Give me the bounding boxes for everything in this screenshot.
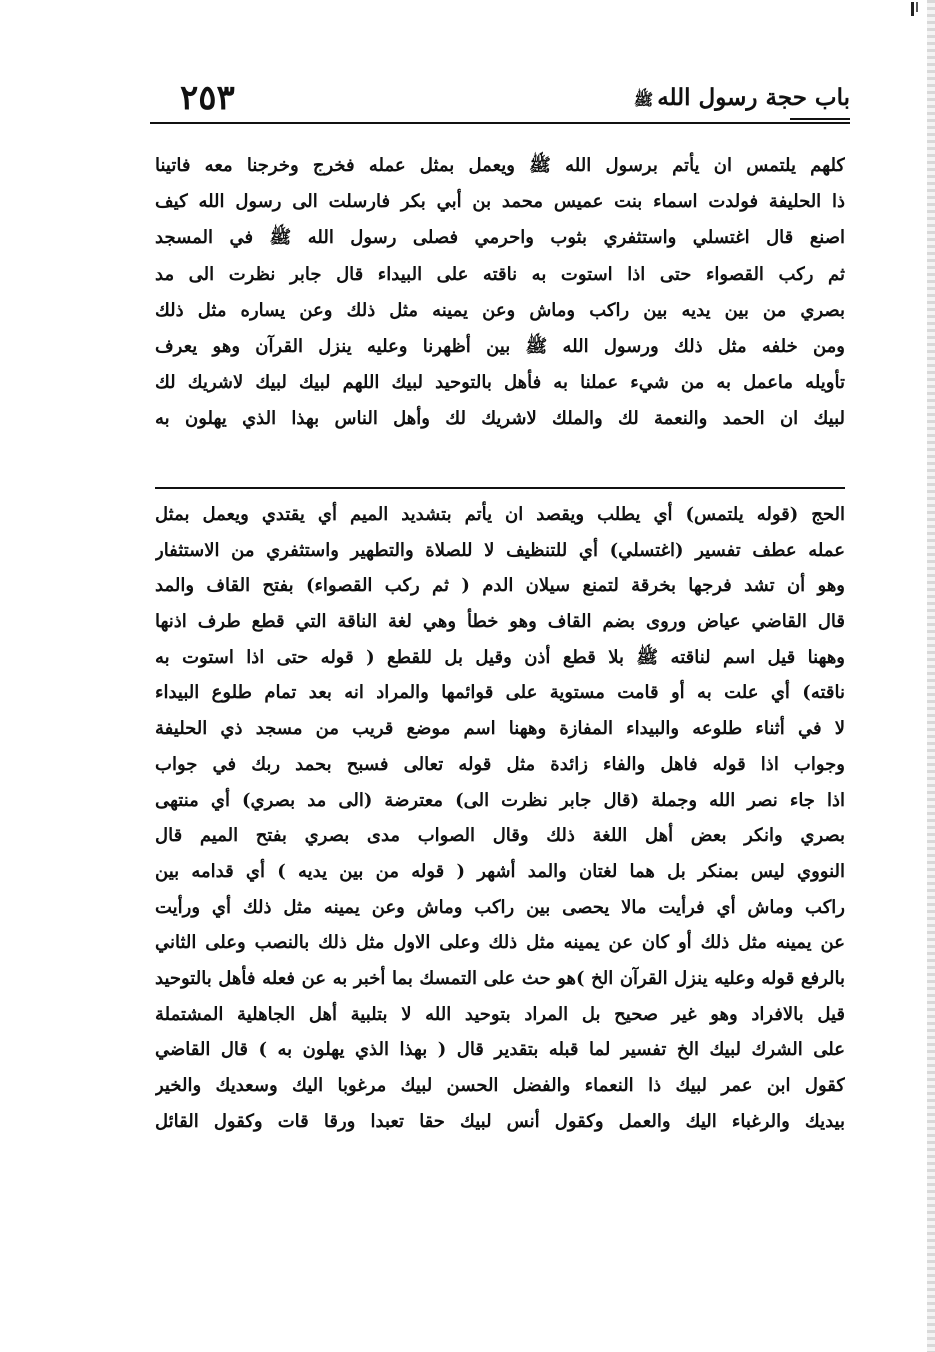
hadith-line: كلهم يلتمس ان يأتم برسول الله ﷺ ويعمل بمثل عمله فخرج وخرجنا معه فاتينا bbox=[155, 155, 845, 176]
commentary-line: عمله عطف تفسير (اغتسلي) أي للتنظيف لا للصلاة والتطهير واستثفري من الاستثفار bbox=[155, 539, 845, 561]
commentary-line: وههنا قيل اسم لناقته ﷺ بلا قطع أذن وقيل بل للقطع ( قوله حتى اذا استوت به bbox=[155, 646, 845, 668]
hadith-line: تأويله ماعمل به من شيء عملنا به فأهل بالتوحيد لبيك اللهم لبيك لبيك لاشريك لك bbox=[155, 372, 845, 394]
commentary-line: اذا جاء نصر الله وجملة (قال جابر نظرت الى) معترضة (الى مد بصري) أي منتهى bbox=[155, 789, 845, 811]
commentary-line: قال القاضي عياض وروى بضم القاف وهو خطأ وهي لغة الناقة التي قطع طرف اذنها bbox=[155, 611, 845, 633]
commentary-line: وهو أن تشد فرجها بخرقة لتمنع سيلان الدم ( ثم ركب القصواء) بفتح القاف والمد bbox=[155, 575, 845, 597]
commentary-line: وجواب اذا قوله فاهل والفاء زائدة مثل قوله تعالى فسبح بحمد ربك في جواب bbox=[155, 753, 845, 775]
commentary-line: ناقته) أي علت به أو قامت مستوية على قوائمها والمراد انه بعد تمام طلوع البيداء bbox=[155, 682, 845, 704]
hadith-line: بصري من بين يديه بين راكب وماش وعن يمينه مثل ذلك وعن يساره مثل ذلك bbox=[155, 299, 845, 321]
hadith-line: اصنع قال اغتسلي واستثفري بثوب واحرمي فصلى رسول الله ﷺ في المسجد bbox=[155, 227, 845, 249]
chapter-title-text: باب حجة رسول الله bbox=[657, 84, 850, 111]
header-rule-accent bbox=[790, 118, 850, 120]
commentary-line: قيل بالافراد وهو غير صحيح بل المراد بتوحيد الله لا بتلبية أهل الجاهلية المشتملة bbox=[155, 1003, 845, 1025]
salawat-glyph: ﷺ bbox=[633, 90, 654, 109]
commentary-line: كقول ابن عمر لبيك ذا النعماء والفضل الحسن لبيك مرغوبا اليك وسعديك والخير bbox=[155, 1075, 845, 1096]
hadith-line: ثم ركب القصواء حتى اذا استوت به ناقته على البيداء قال جابر نظرت الى مد bbox=[155, 263, 845, 285]
commentary-line: بصري وانكر بعض أهل اللغة ذلك وقال الصواب مدى بصري بفتح الميم قال bbox=[155, 825, 845, 847]
commentary-line: النووي ليس بمنكر بل هما لغتان والمد أشهر ( قوله من بين يديه ) أي قدامه بين bbox=[155, 860, 845, 882]
hadith-line: لبيك ان الحمد والنعمة لك والملك لاشريك لك وأهل الناس بهذا الذي يهلون به bbox=[155, 408, 845, 430]
commentary-line: على الشرك لبيك الخ تفسير لما قبله بتقدير قال ( بهذا الذي يهلون به ) قال القاضي bbox=[155, 1039, 845, 1061]
hadith-text bbox=[155, 148, 845, 438]
commentary-line: بالرفع قوله وعليه ينزل القرآن الخ )هو حث على التمسك بما أخبر به عن فعله فأهل بالتوحيد bbox=[155, 967, 845, 989]
hadith-line: ذا الحليفة فولدت اسماء بنت عميس محمد بن أبي بكر فارسلت الى رسول الله كيف bbox=[155, 191, 845, 213]
commentary-text bbox=[155, 497, 845, 1139]
chapter-title bbox=[634, 84, 850, 113]
commentary-line: راكب وماش أي فرأيت مالا يحصى بين راكب وماش وعن يمينه مثل ذلك أي ورأيت bbox=[155, 896, 845, 918]
header-rule bbox=[150, 122, 850, 124]
commentary-line: بيديك والرغباء اليك والعمل وكقول أنس لبيك حقا تعبدا ورقا قات وكقول القائل bbox=[155, 1110, 845, 1132]
commentary-line: لا في أثناء طلوعه والبيداء المفازة وههنا اسم موضع قريب من مسجد ذي الحليفة bbox=[155, 718, 845, 740]
scan-corner-mark bbox=[907, 2, 925, 20]
commentary-separator bbox=[155, 487, 845, 489]
commentary-line: الحج (قوله يلتمس) أي يطلب ويقصد ان يأتم بتشديد الميم أي يقتدي ويعمل بمثل bbox=[155, 504, 845, 525]
scan-edge-shading bbox=[927, 0, 935, 1352]
commentary-line: عن يمينه مثل ذلك أو كان عن يمينه مثل ذلك وعلى الاول مثل ذلك بالنصب وعلى الثاني bbox=[155, 932, 845, 954]
page-header bbox=[150, 78, 850, 124]
page-number: ٢٥٣ bbox=[180, 78, 235, 118]
hadith-line: ومن خلفه مثل ذلك ورسول الله ﷺ بين أظهرنا وعليه ينزل القرآن وهو يعرف bbox=[155, 335, 845, 357]
